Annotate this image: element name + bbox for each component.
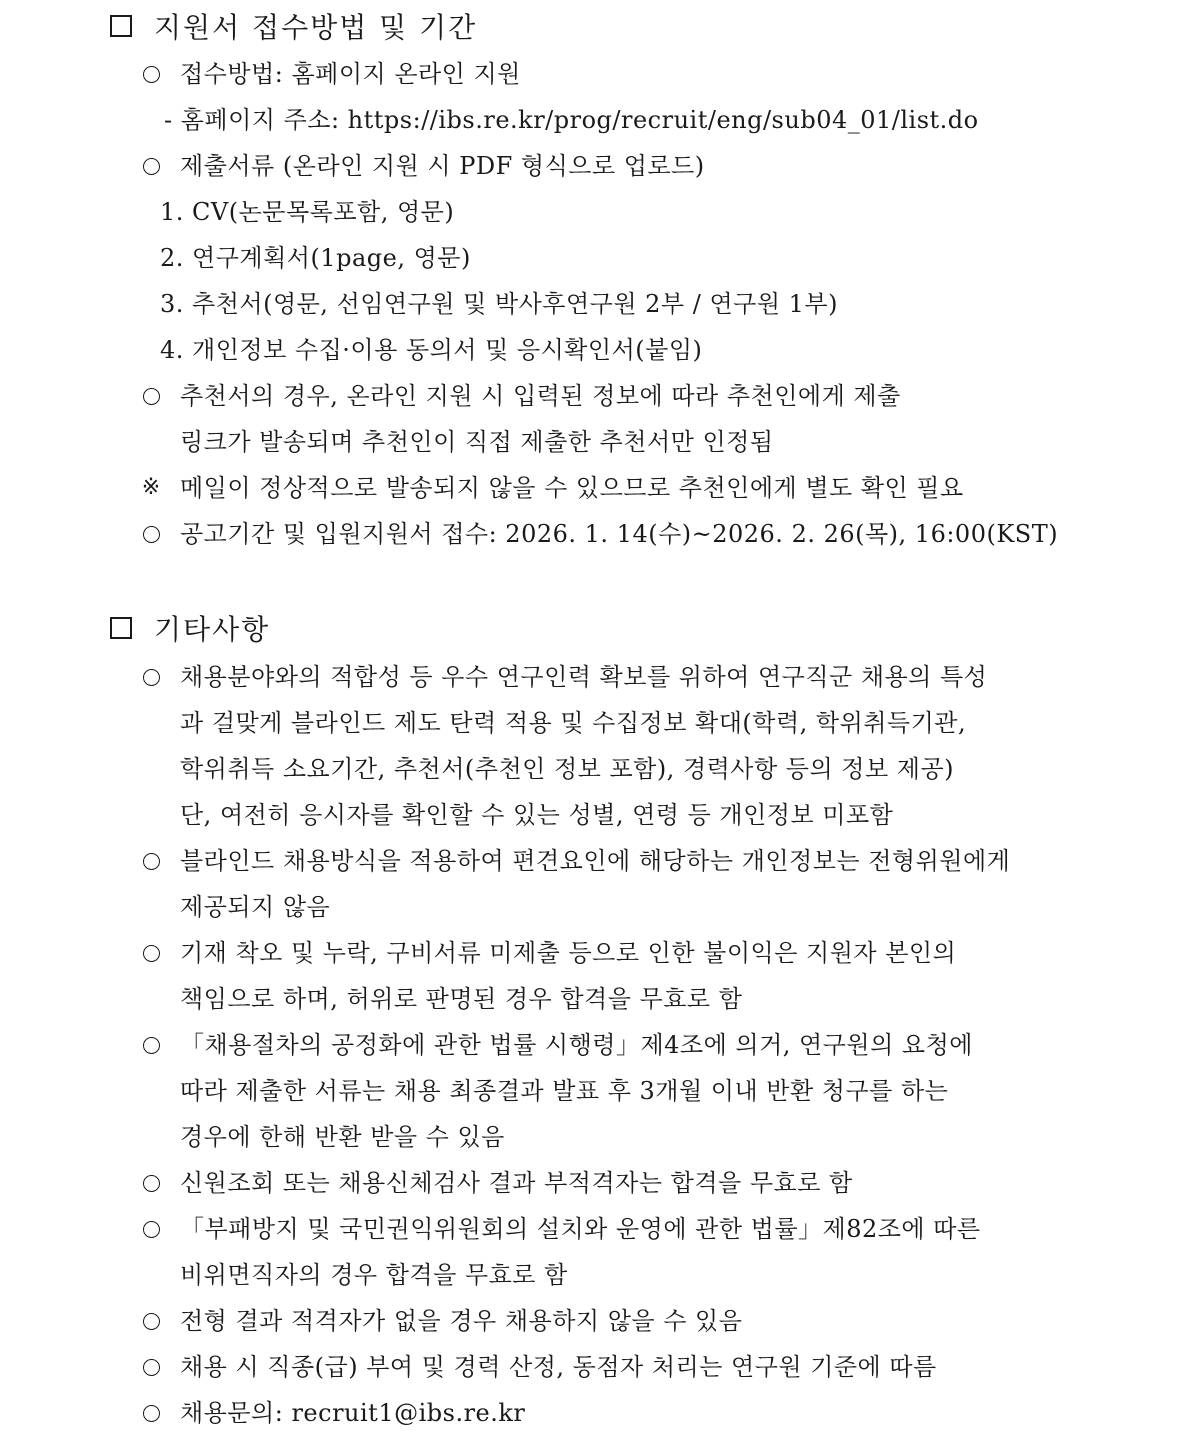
circle-bullet-icon [138,841,164,881]
circle-bullet-icon [138,1209,164,1249]
other-item-line: 비위면직자의 경우 합격을 무효로 함 [180,1261,568,1289]
section-heading-other [110,608,270,648]
circle-bullet-icon [138,146,164,186]
application-period: 공고기간 및 입원지원서 접수: 2026. 1. 14(수)~2026. 2. 26(목), 16:00(KST) [180,520,1059,548]
circle-bullet-icon [138,54,164,94]
contact-email: 채용문의: recruit1@ibs.re.kr [180,1399,526,1427]
recommendation-text: 추천서의 경우, 온라인 지원 시 입력된 정보에 따라 추천인에게 제출 [180,382,901,410]
other-item-line: 「채용절차의 공정화에 관한 법률 시행령」제4조에 의거, 연구원의 요청에 [180,1031,973,1059]
checkbox-square-icon [110,15,132,37]
circle-bullet-icon [138,514,164,554]
note-text: 메일이 정상적으로 발송되지 않을 수 있으므로 추천인에게 별도 확인 필요 [180,474,964,502]
checkbox-square-icon [110,617,132,639]
circle-bullet-icon [138,1301,164,1341]
other-item-line: 제공되지 않음 [180,893,331,921]
application-method: 접수방법: 홈페이지 온라인 지원 [180,60,521,88]
reference-mark-icon: ※ [141,475,161,500]
circle-bullet-icon [138,376,164,416]
circle-bullet-icon [138,1393,164,1433]
section-heading-application [110,6,477,46]
circle-bullet-icon [138,1025,164,1065]
circle-bullet-icon [138,1347,164,1387]
other-item-line: 「부패방지 및 국민권익위원회의 설치와 운영에 관한 법률」제82조에 따른 [180,1215,981,1243]
documents-title: 제출서류 (온라인 지원 시 PDF 형식으로 업로드) [180,152,705,180]
other-item-line: 채용 시 직종(급) 부여 및 경력 산정, 동점자 처리는 연구원 기준에 따름 [180,1353,937,1381]
other-item-line: 전형 결과 적격자가 없을 경우 채용하지 않을 수 있음 [180,1307,743,1335]
other-item-line: 학위취득 소요기간, 추천서(추천인 정보 포함), 경력사항 등의 정보 제공) [180,755,955,783]
other-item-line: 블라인드 채용방식을 적용하여 편견요인에 해당하는 개인정보는 전형위원에게 [180,847,1011,875]
other-item-line: 기재 착오 및 누락, 구비서류 미제출 등으로 인한 불이익은 지원자 본인의 [180,939,957,967]
other-item-line: 경우에 한해 반환 받을 수 있음 [180,1123,505,1151]
document-item: 2. 연구계획서(1page, 영문) [160,244,471,272]
recommendation-text-cont: 링크가 발송되며 추천인이 직접 제출한 추천서만 인정됨 [180,428,774,456]
document-item: 4. 개인정보 수집·이용 동의서 및 응시확인서(붙임) [160,336,703,364]
section-title: 지원서 접수방법 및 기간 [154,11,478,44]
circle-bullet-icon [138,933,164,973]
other-item-line: 책임으로 하며, 허위로 판명된 경우 합격을 무효로 함 [180,985,743,1013]
section-title: 기타사항 [154,613,271,646]
document-item: 1. CV(논문목록포함, 영문) [160,198,455,226]
other-item-line: 따라 제출한 서류는 채용 최종결과 발표 후 3개월 이내 반환 청구를 하는 [180,1077,949,1105]
document-item: 3. 추천서(영문, 선임연구원 및 박사후연구원 2부 / 연구원 1부) [160,290,838,318]
circle-bullet-icon [138,1163,164,1203]
circle-bullet-icon [138,657,164,697]
other-item-line: 채용분야와의 적합성 등 우수 연구인력 확보를 위하여 연구직군 채용의 특성 [180,663,988,691]
other-item-line: 신원조회 또는 채용신체검사 결과 부적격자는 합격을 무효로 함 [180,1169,853,1197]
homepage-address: - 홈페이지 주소: https://ibs.re.kr/prog/recruit/eng/sub04_01/list.do [164,106,979,134]
other-item-line: 과 걸맞게 블라인드 제도 탄력 적용 및 수집정보 확대(학력, 학위취득기관, [180,709,967,737]
other-item-line: 단, 여전히 응시자를 확인할 수 있는 성별, 연령 등 개인정보 미포함 [180,801,894,829]
